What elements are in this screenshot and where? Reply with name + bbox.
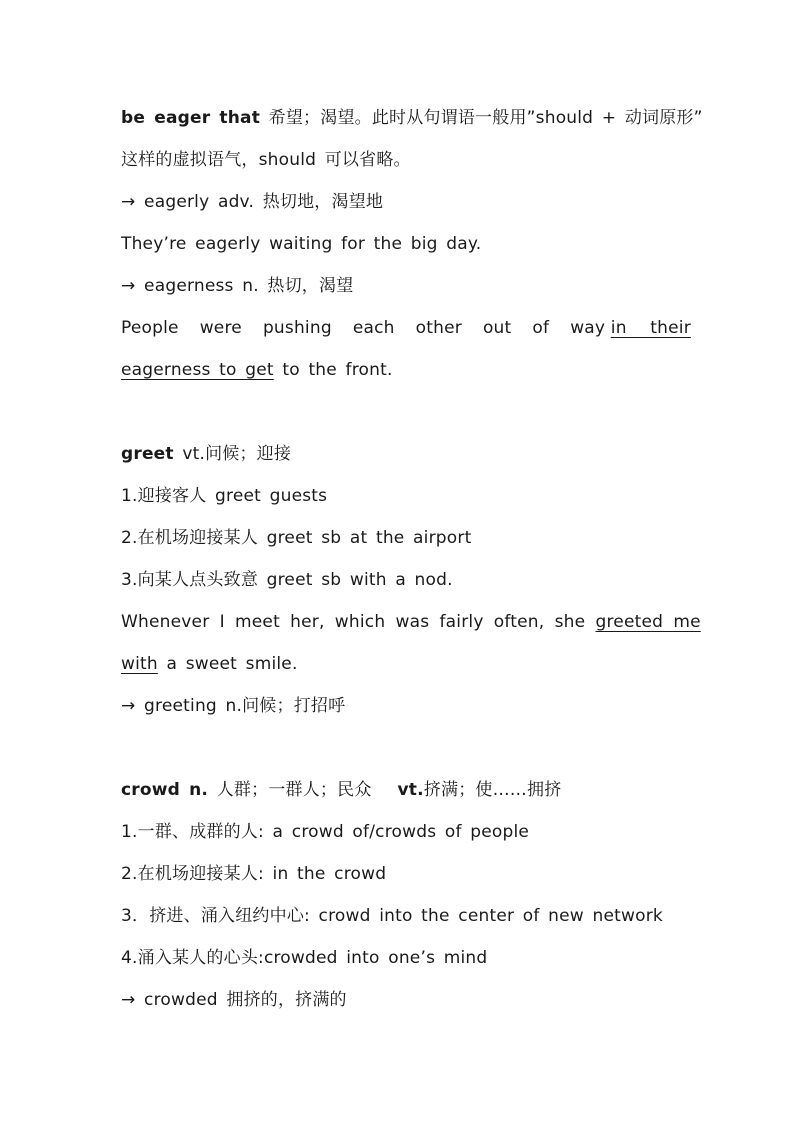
eager-phrase: be eager that (121, 108, 261, 128)
example-word-way: way in their (570, 318, 691, 338)
greet-meaning: vt.问候；迎接 (173, 444, 292, 464)
greet-example-start: Whenever I meet her, which was fairly often, she (121, 612, 596, 632)
crowd-item-3: 3．挤进、涌入纽约中心: crowd into the center of new network (121, 906, 663, 926)
greet-example-line-2 (121, 652, 298, 676)
crowd-item-1: 1.一群、成群的人: a crowd of/crowds of people (121, 822, 530, 842)
example-word: pushing (262, 318, 332, 338)
eagerly-example: They’re eagerly waiting for the big day. (121, 234, 482, 254)
crowd-word: crowd (121, 780, 181, 800)
eagerly-derivation: → eagerly adv. 热切地，渴望地 (121, 192, 384, 212)
eagerness-example-line-1 (121, 316, 691, 340)
eager-phrase-line (121, 106, 703, 130)
greet-item-1: 1.迎接客人 greet guests (121, 486, 328, 506)
crowd-verb-label: vt. (397, 780, 424, 800)
crowded-derivation: → crowded 拥挤的，挤满的 (121, 990, 347, 1010)
example-word: People (121, 318, 179, 338)
eagerness-example-line-2 (121, 358, 393, 382)
example-word: were (199, 318, 242, 338)
underlined-phrase: with (121, 654, 158, 674)
example-word: of (532, 318, 550, 338)
example-end: to the front. (273, 360, 393, 380)
greet-example-line-1 (121, 610, 701, 634)
example-word: out (482, 318, 512, 338)
underlined-phrase: greeted me (595, 612, 701, 632)
crowd-item-4: 4.涌入某人的心头:crowded into one’s mind (121, 948, 488, 968)
example-word: each (352, 318, 395, 338)
crowd-item-2: 2.在机场迎接某人: in the crowd (121, 864, 387, 884)
greet-item-3: 3.向某人点头致意 greet sb with a nod. (121, 570, 453, 590)
underlined-phrase: in their (610, 318, 691, 338)
eagerness-derivation: → eagerness n. 热切，渴望 (121, 276, 354, 296)
greet-example-end: a sweet smile. (157, 654, 298, 674)
greet-heading-line (121, 442, 291, 466)
eager-phrase-meaning: 希望；渴望。此时从句谓语一般用”should + 动词原形” (260, 108, 703, 128)
crowd-noun-meaning: 人群；一群人；民众 (208, 780, 372, 800)
example-word: other (415, 318, 462, 338)
greet-item-2: 2.在机场迎接某人 greet sb at the airport (121, 528, 472, 548)
greet-word: greet (121, 444, 174, 464)
greeting-derivation: → greeting n.问候；打招呼 (121, 696, 346, 716)
crowd-heading-line (121, 778, 561, 802)
crowd-verb-meaning: 挤满；使……拥挤 (423, 780, 562, 800)
crowd-noun-label: n. (180, 780, 209, 800)
eager-phrase-meaning-cont: 这样的虚拟语气，should 可以省略。 (121, 150, 411, 170)
underlined-phrase: eagerness to get (121, 360, 274, 380)
